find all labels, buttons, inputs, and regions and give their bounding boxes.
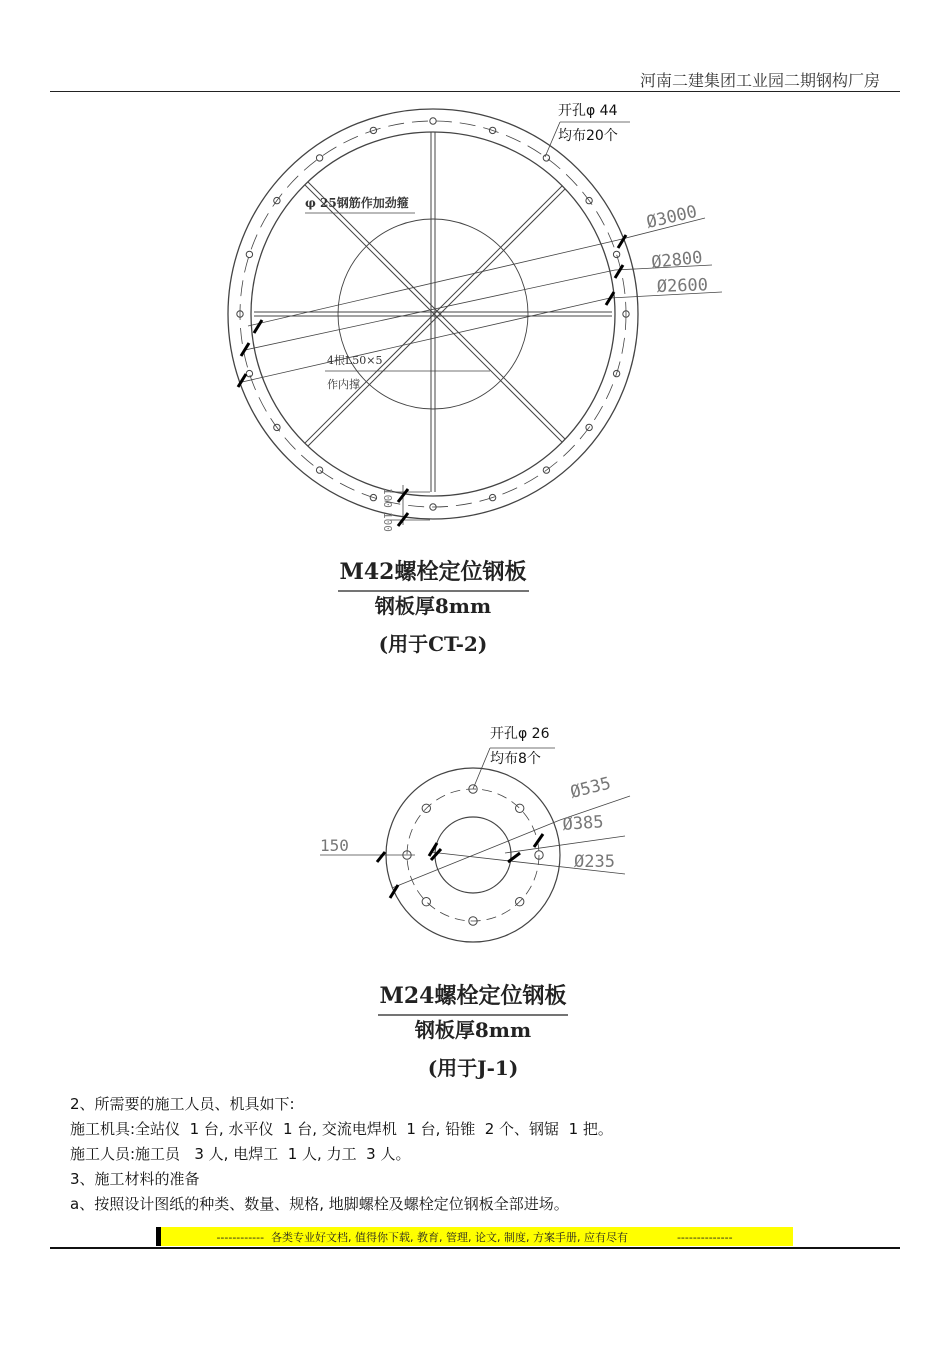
dim-outer: Ø3000 bbox=[644, 201, 700, 233]
hole-count: 均布20个 bbox=[558, 128, 618, 144]
footer-text: ------------ 各类专业好文档, 值得你下载, 教育, 管理, 论文, 制度, 方案手册, 应有尽有 -------------- bbox=[216, 1231, 733, 1244]
dimension-leaders-d1 bbox=[242, 122, 722, 525]
hole-label: 开孔φ 44 bbox=[558, 103, 618, 119]
drawing-2-title: M24螺栓定位钢板 bbox=[379, 983, 567, 1009]
bolt-hole bbox=[430, 118, 436, 124]
body-line-1: 2、所需要的施工人员、机具如下: bbox=[70, 1095, 295, 1113]
dim-edge-a: 100 bbox=[381, 488, 394, 508]
footer-marker bbox=[156, 1227, 161, 1246]
dimension-ticks-d2 bbox=[377, 834, 543, 898]
drawing-1-m42-plate bbox=[228, 109, 722, 526]
drawing-2-m24-plate bbox=[320, 748, 630, 942]
dim-outer: Ø535 bbox=[568, 773, 613, 803]
drawing-2-usage: (用于J-1) bbox=[427, 1056, 519, 1080]
bolt-holes bbox=[237, 118, 629, 510]
hole-count: 均布8个 bbox=[490, 751, 541, 767]
dim-inner: Ø2600 bbox=[656, 275, 709, 297]
dim-edge-b: 100 bbox=[381, 512, 394, 532]
drawing-1-usage: (用于CT-2) bbox=[378, 632, 488, 656]
drawing-1-labels bbox=[305, 102, 708, 656]
angle-note-2: 作内撑 bbox=[327, 378, 360, 391]
plate-inner-ring bbox=[251, 132, 615, 496]
center-circle bbox=[338, 219, 528, 409]
body-line-5: a、按照设计图纸的种类、数量、规格, 地脚螺栓及螺栓定位钢板全部进场。 bbox=[70, 1195, 569, 1213]
body-line-4: 3、施工材料的准备 bbox=[70, 1170, 200, 1188]
plate-outer-ring bbox=[228, 109, 638, 519]
bolt-hole bbox=[613, 251, 619, 257]
dim-inner: Ø235 bbox=[574, 852, 615, 872]
footer-band bbox=[156, 1227, 793, 1246]
footer-rule bbox=[50, 1247, 900, 1249]
drawing-1-thickness: 钢板厚8mm bbox=[374, 594, 492, 618]
rebar-note: φ 25钢筋作加劲箍 bbox=[305, 196, 409, 210]
dim-mid: Ø385 bbox=[561, 812, 605, 835]
bolt-hole bbox=[316, 155, 322, 161]
bolt-hole bbox=[316, 467, 322, 473]
drawing-1-title: M42螺栓定位钢板 bbox=[339, 559, 527, 585]
dim-left: 150 bbox=[320, 836, 349, 855]
header-title: 河南二建集团工业园二期钢构厂房 bbox=[639, 71, 880, 90]
angle-note-1: 4根L50×5 bbox=[327, 354, 383, 367]
dimension-ticks-d1 bbox=[238, 235, 626, 526]
drawing-2-labels bbox=[320, 725, 615, 1080]
dim-mid: Ø2800 bbox=[650, 247, 704, 273]
bolt-hole bbox=[246, 251, 252, 257]
body-line-3: 施工人员:施工员 3 人, 电焊工 1 人, 力工 3 人。 bbox=[70, 1145, 411, 1163]
body-line-2: 施工机具:全站仪 1 台, 水平仪 1 台, 交流电焊机 1 台, 铅锥 2 个、钢锯 1 把。 bbox=[70, 1120, 613, 1138]
hole-label: 开孔φ 26 bbox=[490, 726, 550, 742]
bolt-hole bbox=[422, 898, 430, 906]
bolt-hole bbox=[516, 804, 524, 812]
bolt-hole bbox=[246, 370, 252, 376]
drawing-2-thickness: 钢板厚8mm bbox=[414, 1018, 532, 1042]
bolt-hole bbox=[543, 155, 549, 161]
